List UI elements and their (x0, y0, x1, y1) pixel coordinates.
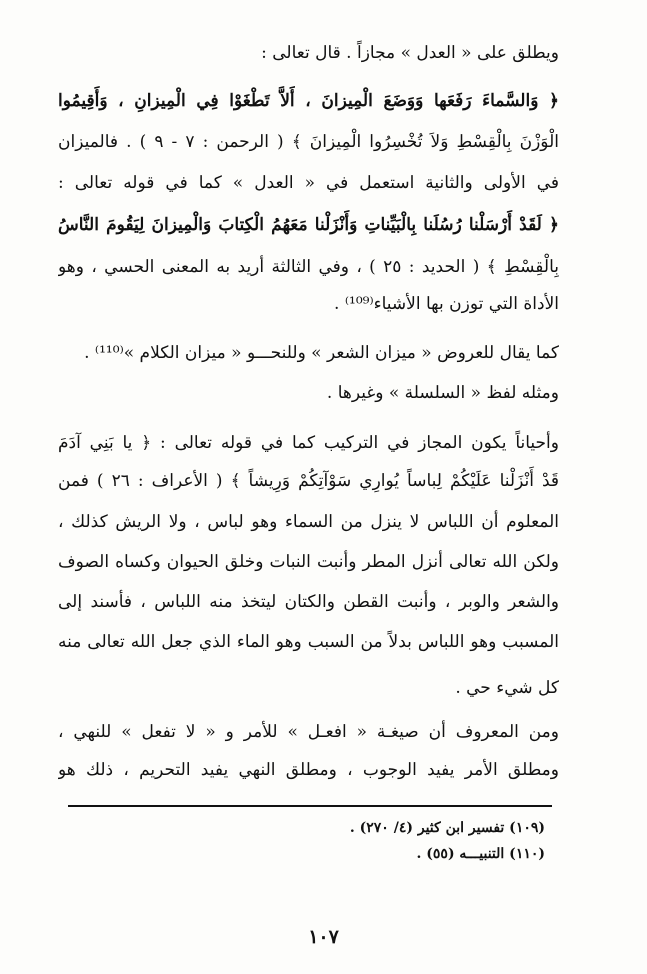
quran-line-2: ﴿ وَالسَّماءَ رَفَعَها وَوَضَعَ الْمِيزانَ ، أَلاَّ تَطْغَوْا فِي الْمِيزانِ ، وَأَقِيمُوا (58, 91, 559, 111)
text-line-7: الأداة التي توزن بها الأشياء⁽¹⁰⁹⁾ . (334, 294, 559, 314)
footnote-110: (١١٠) التنبيـــه (٥٥) . (416, 846, 545, 862)
page-number: ١٠٧ (308, 926, 339, 948)
text-line-9: ومثله لفظ « السلسلة » وغيرها . (326, 383, 559, 403)
text-line-15: المسبب وهو اللباس بدلاً من السبب وهو الماء الذي جعل الله تعالى منه (58, 632, 559, 652)
text-line-12: المعلوم أن اللباس لا ينزل من السماء وهو لباس ، ولا الريش كذلك ، (58, 512, 559, 532)
text-line-18: ومطلق الأمر يفيد الوجوب ، ومطلق النهي يفيد التحريم ، ذلك هو (58, 760, 559, 780)
text-line-16: كل شيء حي . (455, 678, 559, 698)
text-line-13: ولكن الله تعالى أنزل المطر وأنبت النبات وخلق الحيوان وكساه الصوف (58, 552, 559, 572)
text-line-4: في الأولى والثانية استعمل في « العدل » كما في قوله تعالى : (58, 173, 559, 193)
text-line-17: ومن المعروف أن صيغـة « افعـل » للأمر و « لا تفعل » للنهي ، (58, 722, 559, 742)
text-line-11: قَدْ أَنْزَلْنا عَلَيْكُمْ لِباساً يُوارِي سَوْآتِكُمْ وَرِيشاً ﴾ ( الأعراف : ٢٦ ) فمن (58, 471, 559, 491)
text-line-1: ويطلق على « العدل » مجازاً . قال تعالى : (261, 43, 559, 63)
text-line-10: وأحياناً يكون المجاز في التركيب كما في قوله تعالى : ﴿ يا بَنِي آدَمَ (58, 433, 559, 453)
quran-line-5: ﴿ لَقَدْ أَرْسَلْنا رُسُلَنا بِالْبَيِّناتِ وَأَنْزَلْنا مَعَهُمُ الْكِتابَ وَالْمِيزانَ لِيَقُومَ النَّاسُ (58, 215, 559, 235)
text-line-6: بِالْقِسْطِ ﴾ ( الحديد : ٢٥ ) ، وفي الثالثة أريد به المعنى الحسي ، وهو (58, 257, 559, 277)
text-line-3: الْوَزْنَ بِالْقِسْطِ وَلاَ تُخْسِرُوا الْمِيزانَ ﴾ ( الرحمن : ٧ - ٩ ) . فالميزان (58, 132, 559, 152)
text-line-8: كما يقال للعروض « ميزان الشعر » وللنحـــو « ميزان الكلام »⁽¹¹⁰⁾ . (84, 343, 559, 363)
footnote-109: (١٠٩) تفسير ابن كثير (٤/ ٢٧٠) . (349, 820, 545, 836)
footnote-separator (68, 805, 552, 807)
text-line-14: والشعر والوبر ، وأنبت القطن والكتان ليتخذ منه اللباس ، فأسند إلى (58, 592, 559, 612)
